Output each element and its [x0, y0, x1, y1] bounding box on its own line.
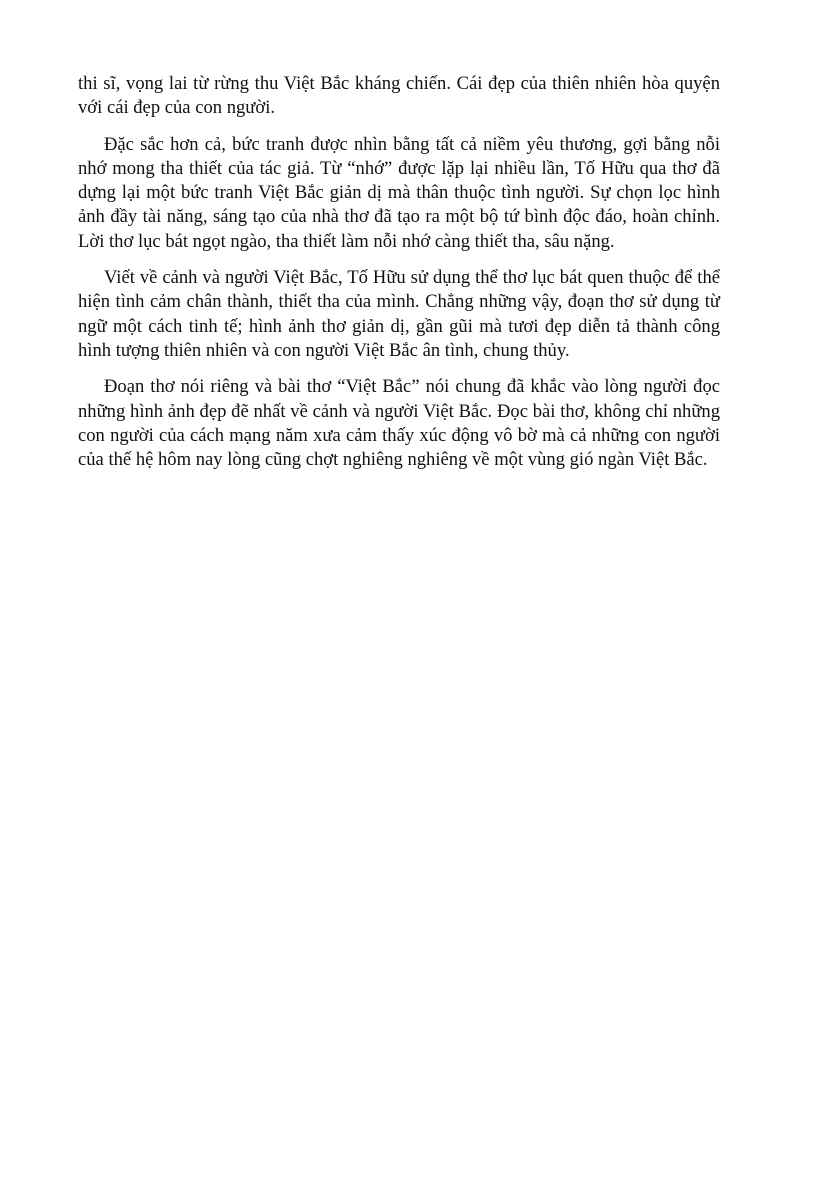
paragraph-form-and-language: Viết về cảnh và người Việt Bắc, Tố Hữu sử dụng thể thơ lục bát quen thuộc để thể hiện tình cảm chân thành, thiết tha của mình. Chẳng những vậy, đoạn thơ sử dụng từ ngữ một cách tinh tế; hình ảnh thơ giản dị, gần gũi mà tươi đẹp diễn tả thành công hình tượng thiên nhiên và con người Việt Bắc ân tình, chung thủy.	[78, 267, 720, 361]
paragraph-artistic-features: Đặc sắc hơn cả, bức tranh được nhìn bằng tất cả niềm yêu thương, gợi bằng nỗi nhớ mong tha thiết của tác giả. Từ “nhớ” được lặp lại nhiều lần, Tố Hữu qua thơ đã dựng lại một bức tranh Việt Bắc giản dị mà thân thuộc tình người. Sự chọn lọc hình ảnh đầy tài năng, sáng tạo của nhà thơ đã tạo ra một bộ tứ bình độc đáo, hoàn chỉnh. Lời thơ lục bát ngọt ngào, tha thiết làm nỗi nhớ càng thiết tha, sâu nặng.	[78, 133, 720, 252]
paragraph-continuation: thi sĩ, vọng lai từ rừng thu Việt Bắc kháng chiến. Cái đẹp của thiên nhiên hòa quyện với cái đẹp của con người.	[78, 73, 720, 119]
paragraph-conclusion: Đoạn thơ nói riêng và bài thơ “Việt Bắc” nói chung đã khắc vào lòng người đọc những hình ảnh đẹp đẽ nhất về cảnh và người Việt Bắc. Đọc bài thơ, không chỉ những con người của cách mạng năm xưa cảm thấy xúc động vô bờ mà cả những con người của thế hệ hôm nay lòng cũng chợt nghiêng nghiêng về một vùng gió ngàn Việt Bắc.	[78, 376, 720, 471]
document-page	[78, 72, 720, 484]
